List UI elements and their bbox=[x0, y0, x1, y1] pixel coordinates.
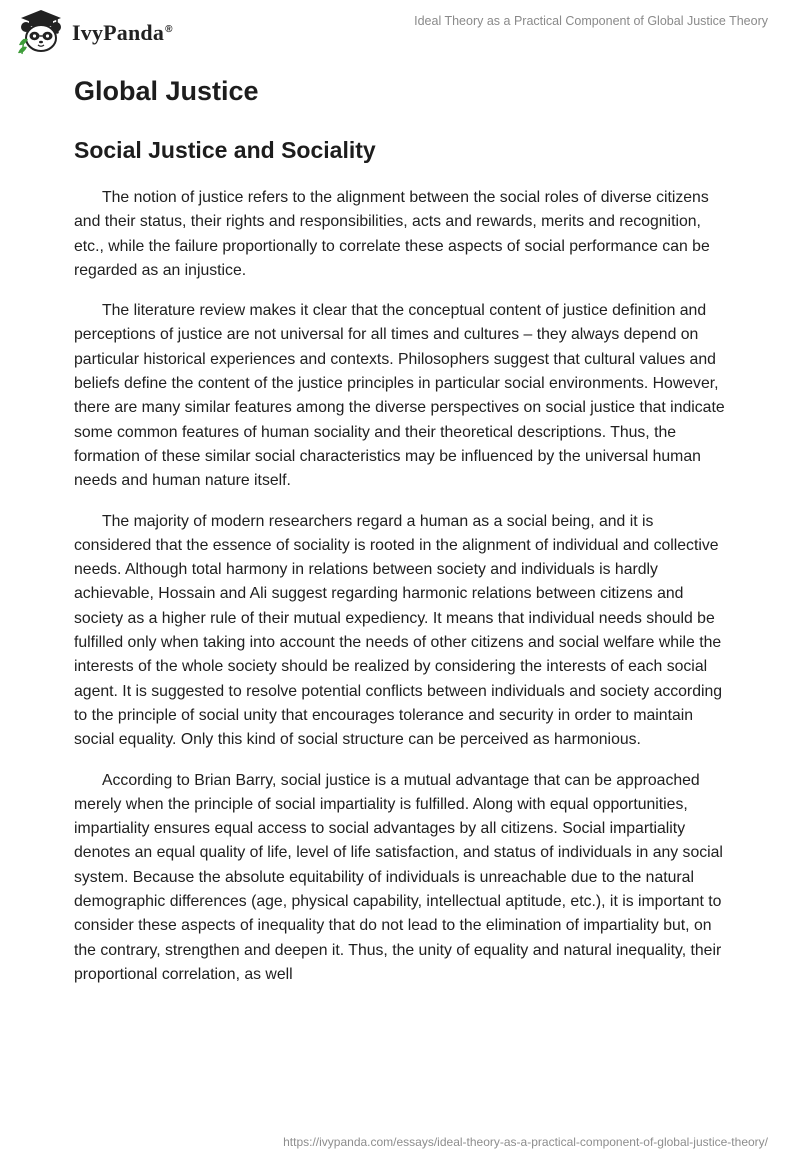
brand-logo[interactable] bbox=[16, 8, 173, 56]
paragraph-2: The literature review makes it clear that the conceptual content of justice definition and perceptions of justice are not universal for all times and cultures – they always depend on particular historical experiences and contexts. Philosophers suggest that cultural values and beliefs define the content of the justice principles in particular social environments. However, there are many similar features among the diverse perspectives on social justice that indicate some common features of human sociality and their theoretical descriptions. Thus, the formation of these similar social characteristics may be influenced by the universal human needs and human nature itself. bbox=[74, 302, 725, 490]
panda-logo-icon bbox=[16, 9, 66, 55]
article-body bbox=[74, 72, 734, 987]
source-url-link[interactable]: https://ivypanda.com/essays/ideal-theory-as-a-practical-component-of-global-justice-theory/ bbox=[283, 1135, 768, 1149]
page-title: Global Justice bbox=[74, 76, 259, 106]
paragraph-1: The notion of justice refers to the alignment between the social roles of diverse citizens and their status, their rights and responsibilities, acts and rewards, merits and recognition, etc., while the failure proportionally to correlate these aspects of social performance can be regarded as an injustice. bbox=[74, 189, 710, 279]
paragraph-4: According to Brian Barry, social justice is a mutual advantage that can be approached merely when the principle of social impartiality is fulfilled. Along with equal opportunities, impartiality ensures equal access to social advantages by all citizens. Social impartiality denotes an equal quality of life, level of life satisfaction, and status of individuals in any social system. Because the absolute equitability of individuals is unreachable due to the natural demographic differences (age, physical capability, intellectual aptitude, etc.), it is important to consider these aspects of inequality that do not lead to the elimination of impartiality but, on the contrary, strengthen and deepen it. Thus, the unity of equality and natural inequality, their proportional correlation, as well bbox=[74, 771, 723, 983]
document-title: Ideal Theory as a Practical Component of Global Justice Theory bbox=[414, 14, 768, 28]
brand-name: IvyPanda® bbox=[72, 20, 173, 45]
section-heading: Social Justice and Sociality bbox=[74, 137, 376, 163]
registered-mark: ® bbox=[165, 23, 173, 35]
paragraph-3: The majority of modern researchers regard a human as a social being, and it is considered that the essence of sociality is rooted in the alignment of individual and collective needs. Although total harmony in relations between society and individuals is hardly achievable, Hossain and Ali suggest regarding harmonic relations between citizens and society as a higher rule of their mutual expediency. It means that individual needs should be fulfilled only when taking into account the needs of other citizens and social welfare while the interests of the whole society should be realized by considering the interests of each social agent. It is suggested to resolve potential conflicts between individuals and society according to the principle of social unity that encourages tolerance and security in order to maintain social equality. Only this kind of social structure can be perceived as harmonious. bbox=[74, 512, 723, 749]
page-header bbox=[0, 0, 800, 64]
